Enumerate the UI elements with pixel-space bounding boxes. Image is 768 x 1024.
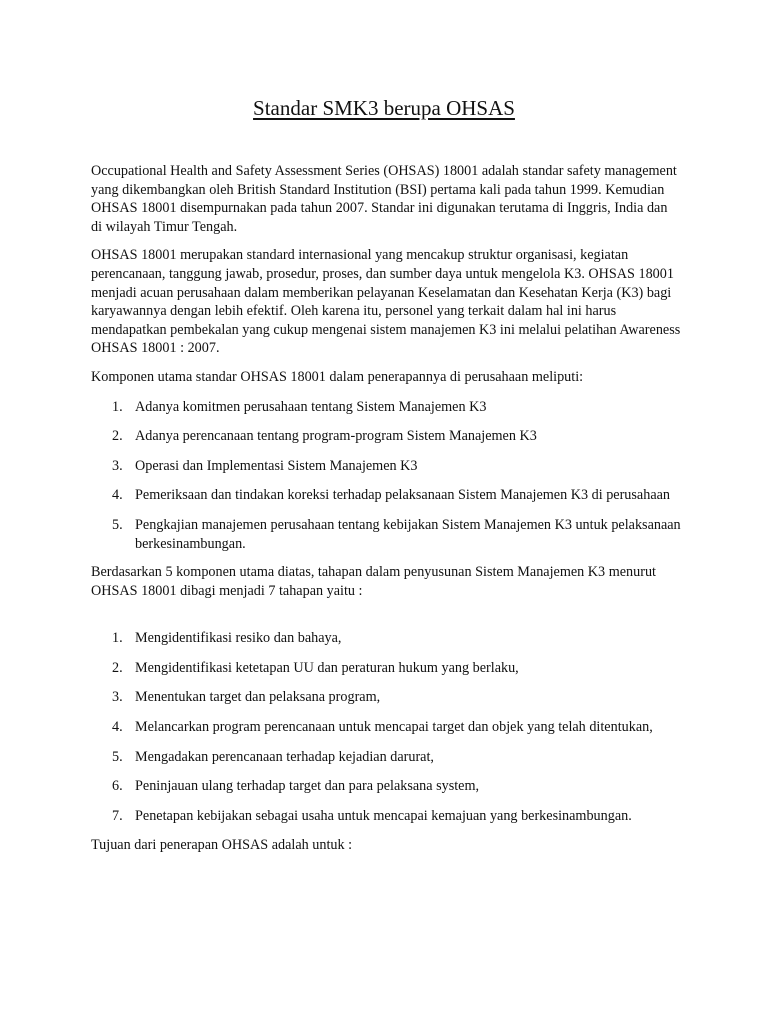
list-item-text: Mengidentifikasi resiko dan bahaya, [135,630,342,647]
paragraph-ohsas-definition: Occupational Health and Safety Assessment Series (OHSAS) 18001 adalah standar safety management yang dikembangkan oleh British Standard Institution (BSI) pertama kali pada tahun 1999. Kemudian OHSAS 18001 disempurnakan pada tahun 2007. Standar ini digunakan terutama di Inggris, India dan di wilayah Timur Tengah. [91,163,677,235]
list-item [91,486,681,505]
list-item-text: Melancarkan program perencanaan untuk mencapai target dan objek yang telah ditentukan, [135,719,653,736]
list-item-text: Mengidentifikasi ketetapan UU dan peraturan hukum yang berlaku, [135,659,519,676]
list-item-number: 6. [112,778,123,795]
list-item-number: 3. [112,689,123,706]
list-item [91,457,681,476]
list-item-number: 1. [112,630,123,647]
list-item [91,777,681,796]
list-item [91,629,681,648]
list-item-text: Adanya komitmen perusahaan tentang Sistem Manajemen K3 [135,398,487,415]
list-item-text: Pemeriksaan dan tindakan koreksi terhadap pelaksanaan Sistem Manajemen K3 di perusahaan [135,487,671,504]
list-item-number: 1. [112,398,123,415]
list-item [91,516,681,553]
list-item-number: 2. [112,428,123,445]
paragraph-components-intro: Komponen utama standar OHSAS 18001 dalam penerapannya di perusahaan meliputi: [91,368,584,385]
list-item-text: Mengadakan perencanaan terhadap kejadian darurat, [135,748,434,765]
document-body [91,162,681,855]
paragraph-goals-intro: Tujuan dari penerapan OHSAS adalah untuk : [91,837,353,854]
list-item [91,688,681,707]
list-item [91,718,681,737]
list-item [91,427,681,446]
list-item-text: Penetapan kebijakan sebagai usaha untuk mencapai kemajuan yang berkesinambungan. [135,807,632,824]
list-item-text: Peninjauan ulang terhadap target dan para pelaksana system, [135,778,480,795]
list-item-number: 2. [112,659,123,676]
document-title: Standar SMK3 berupa OHSAS [253,96,515,120]
list-item-number: 7. [112,807,123,824]
components-list [91,398,681,554]
list-item-text: Adanya perencanaan tentang program-program Sistem Manajemen K3 [135,428,537,445]
list-item-number: 3. [112,457,123,474]
list-item [91,659,681,678]
paragraph-ohsas-standard: OHSAS 18001 merupakan standard internasional yang mencakup struktur organisasi, kegiatan perencanaan, tanggung jawab, prosedur, proses, dan sumber daya untuk mengelola K3. OHSAS 18001 menjadi acuan perusahaan dalam memberikan pelayanan Keselamatan dan Kesehatan Kerja (K3) bagi karyawannya dengan lebih efektif. Oleh karena itu, personel yang terkait dalam hal ini harus mendapatkan pembekalan yang cukup mengenai sistem manajemen K3 ini melalui pelatihan Awareness OHSAS 18001 : 2007. [91,247,681,357]
list-item [91,398,681,417]
list-item-text: Pengkajian manajemen perusahaan tentang kebijakan Sistem Manajemen K3 untuk pelaksanaan berkesinambungan. [135,516,681,552]
list-item-number: 5. [112,748,123,765]
list-item-number: 5. [112,516,123,533]
list-item-number: 4. [112,487,123,504]
list-item [91,807,681,826]
list-item-text: Menentukan target dan pelaksana program, [135,689,381,706]
list-item [91,748,681,767]
stages-list [91,629,681,825]
list-item-number: 4. [112,719,123,736]
paragraph-stages-intro: Berdasarkan 5 komponen utama diatas, tahapan dalam penyusunan Sistem Manajemen K3 menurut OHSAS 18001 dibagi menjadi 7 tahapan yaitu : [91,564,656,599]
list-item-text: Operasi dan Implementasi Sistem Manajemen K3 [135,457,418,474]
